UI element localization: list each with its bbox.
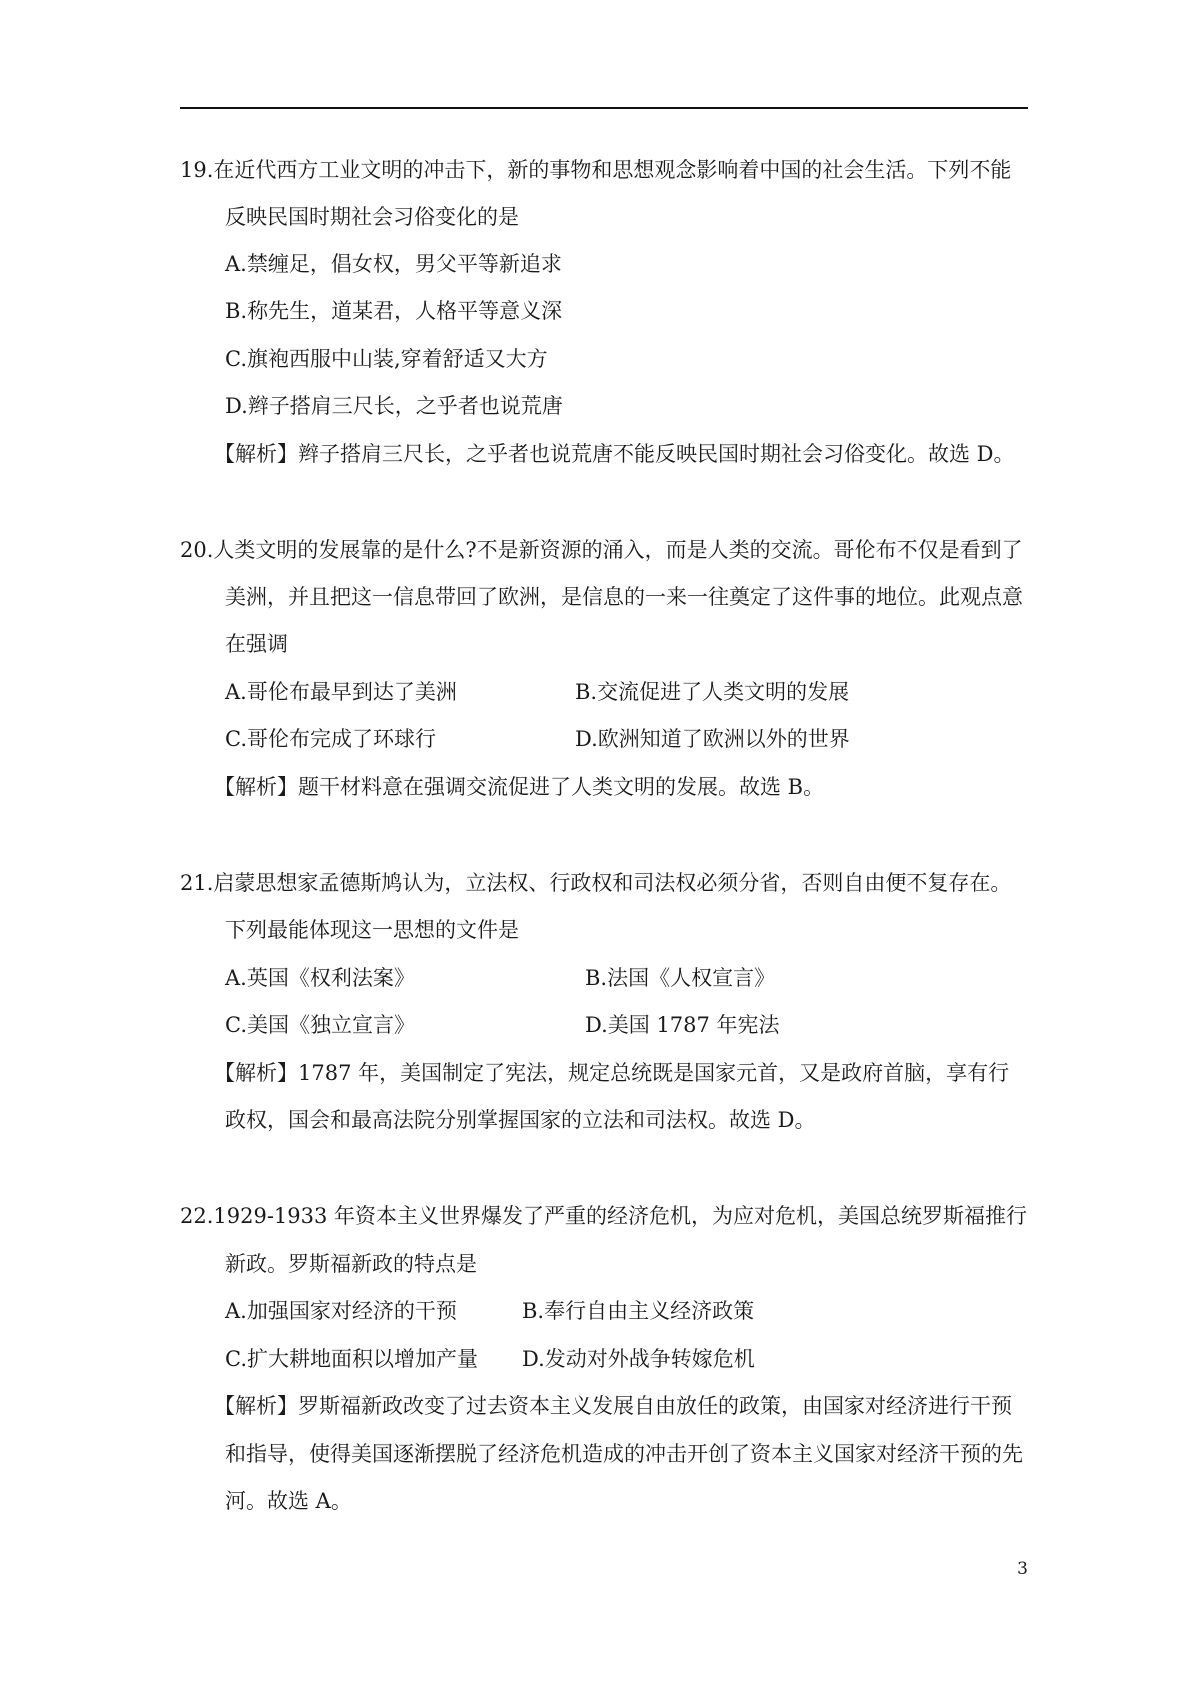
question-stem-line: 反映民国时期社会习俗变化的是	[225, 205, 519, 229]
option-c: C.美国《独立宣言》	[225, 1013, 415, 1037]
question-stem-line: 下列最能体现这一思想的文件是	[225, 918, 519, 942]
option-a: A.英国《权利法案》	[225, 966, 415, 990]
option-b: B.法国《人权宣言》	[585, 966, 776, 990]
question-stem-line: 21.启蒙思想家孟德斯鸠认为，立法权、行政权和司法权必须分省，否则自由便不复存在。	[180, 871, 1012, 895]
option-d: D.美国 1787 年宪法	[585, 1013, 780, 1037]
option-c: C.哥伦布完成了环球行	[225, 727, 436, 751]
question-stem-line: 20.人类文明的发展靠的是什么?不是新资源的涌入，而是人类的交流。哥伦布不仅是看到了	[180, 538, 1023, 562]
option-a: A.禁缠足，倡女权，男父平等新追求	[225, 252, 562, 276]
option-d: D.发动对外战争转嫁危机	[522, 1347, 755, 1371]
question-stem-line: 美洲，并且把这一信息带回了欧洲，是信息的一来一往奠定了这件事的地位。此观点意	[225, 585, 1023, 609]
option-b: B.奉行自由主义经济政策	[522, 1299, 755, 1323]
analysis-line: 政权，国会和最高法院分别掌握国家的立法和司法权。故选 D。	[225, 1108, 816, 1132]
question-stem-line: 在强调	[225, 632, 288, 656]
page-number: 3	[1017, 1559, 1028, 1579]
analysis-line: 【解析】题干材料意在强调交流促进了人类文明的发展。故选 B。	[214, 775, 825, 799]
option-a: A.哥伦布最早到达了美洲	[225, 680, 457, 704]
option-a: A.加强国家对经济的干预	[225, 1299, 457, 1323]
question-stem-line: 22.1929-1933 年资本主义世界爆发了严重的经济危机，为应对危机，美国总统罗斯福推行	[180, 1204, 1028, 1228]
option-b: B.称先生，道某君，人格平等意义深	[225, 299, 563, 323]
analysis-line: 【解析】1787 年，美国制定了宪法，规定总统既是国家元首，又是政府首脑，享有行	[214, 1061, 1010, 1085]
option-d: D.欧洲知道了欧洲以外的世界	[575, 727, 850, 751]
option-c: C.旗袍西服中山装,穿着舒适又大方	[225, 347, 548, 371]
header-rule	[180, 107, 1028, 109]
question-stem-line: 新政。罗斯福新政的特点是	[225, 1252, 477, 1276]
option-d: D.辫子搭肩三尺长，之乎者也说荒唐	[225, 394, 563, 418]
analysis-line: 和指导，使得美国逐渐摆脱了经济危机造成的冲击开创了资本主义国家对经济干预的先	[225, 1442, 1023, 1466]
analysis-line: 【解析】辫子搭肩三尺长，之乎者也说荒唐不能反映民国时期社会习俗变化。故选 D。	[214, 442, 1015, 466]
analysis-line: 河。故选 A。	[225, 1489, 352, 1513]
option-b: B.交流促进了人类文明的发展	[575, 680, 850, 704]
question-stem-line: 19.在近代西方工业文明的冲击下，新的事物和思想观念影响着中国的社会生活。下列不能	[180, 158, 1012, 182]
option-c: C.扩大耕地面积以增加产量	[225, 1347, 478, 1371]
analysis-line: 【解析】罗斯福新政改变了过去资本主义发展自由放任的政策，由国家对经济进行干预	[214, 1394, 1012, 1418]
